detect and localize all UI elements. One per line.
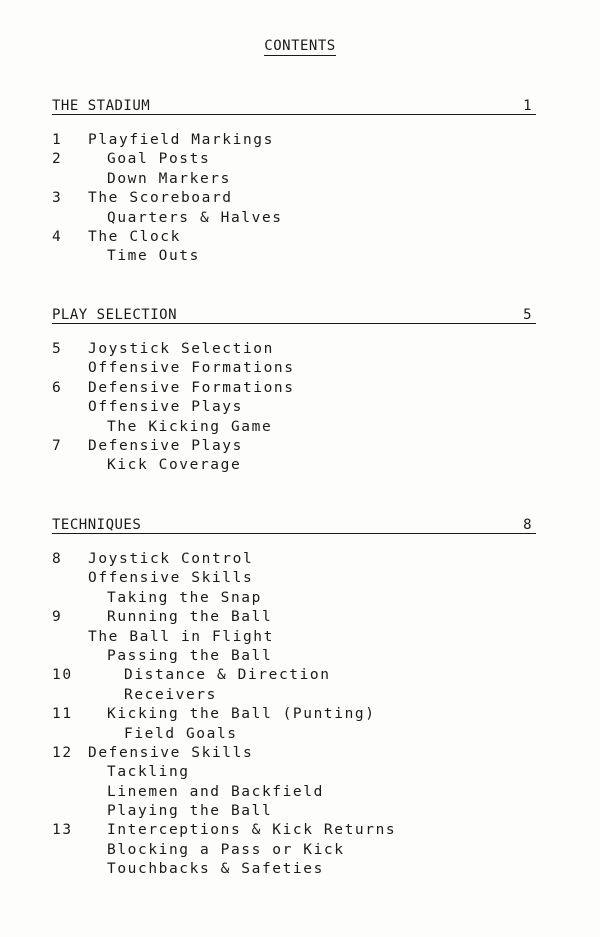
entry-page-number: 8	[52, 551, 63, 567]
section-heading-text: TECHNIQUES	[52, 517, 142, 533]
entry-title: Quarters & Halves	[107, 209, 283, 226]
entry-title: The Kicking Game	[107, 418, 273, 435]
entry-list	[52, 550, 536, 880]
entry-title: Offensive Skills	[88, 570, 254, 587]
entry-title: Blocking a Pass or Kick	[107, 841, 345, 858]
toc-entry	[52, 170, 536, 189]
entry-title: Playing the Ball	[107, 803, 273, 820]
toc-entry	[52, 763, 536, 782]
toc-entry	[52, 628, 536, 647]
toc-section	[52, 303, 536, 476]
toc-entry	[52, 418, 536, 437]
entry-title: The Scoreboard	[88, 190, 233, 207]
toc-section	[52, 513, 536, 880]
toc-entry	[52, 189, 536, 208]
entry-title: Joystick Control	[88, 551, 254, 567]
entry-page-number: 4	[52, 228, 63, 245]
entry-page-number: 13	[52, 822, 73, 839]
toc-entry	[52, 647, 536, 666]
entry-title: Joystick Selection	[88, 341, 274, 357]
toc-entry	[52, 802, 536, 821]
toc-entry	[52, 841, 536, 860]
entry-title: Distance & Direction	[124, 667, 331, 684]
page-title	[0, 38, 600, 54]
entry-title: Touchbacks & Safeties	[107, 861, 324, 878]
toc-entry	[52, 247, 536, 266]
toc-entry	[52, 589, 536, 608]
section-heading	[52, 303, 536, 324]
toc-entry	[52, 725, 536, 744]
toc-entry	[52, 744, 536, 763]
entry-list	[52, 131, 536, 267]
section-page-number: 8	[523, 517, 532, 533]
entry-title: Field Goals	[124, 725, 238, 742]
toc-entry	[52, 783, 536, 802]
section-heading-text: PLAY SELECTION	[52, 307, 178, 323]
page-title-text: CONTENTS	[264, 38, 336, 54]
entry-page-number: 5	[52, 341, 63, 357]
entry-page-number: 6	[52, 379, 63, 396]
entry-page-number: 1	[52, 132, 63, 148]
toc-entry	[52, 340, 536, 359]
entry-title: Time Outs	[107, 248, 200, 265]
entry-title: Offensive Plays	[88, 399, 243, 416]
toc-entry	[52, 359, 536, 378]
entry-title: Goal Posts	[107, 151, 211, 168]
entry-title: Defensive Skills	[88, 744, 254, 761]
toc-entry	[52, 550, 536, 569]
toc-entry	[52, 456, 536, 475]
entry-title: Down Markers	[107, 170, 231, 187]
entry-title: Running the Ball	[107, 609, 273, 626]
entry-title: Kick Coverage	[107, 457, 242, 474]
entry-title: Defensive Plays	[88, 437, 243, 454]
toc-entry	[52, 686, 536, 705]
section-heading-text: THE STADIUM	[52, 98, 151, 114]
entry-page-number: 2	[52, 151, 63, 168]
entry-title: Interceptions & Kick Returns	[107, 822, 397, 839]
entry-page-number: 10	[52, 667, 73, 684]
entry-page-number: 11	[52, 706, 73, 723]
section-page-number: 5	[523, 307, 532, 323]
toc-entry	[52, 569, 536, 588]
entry-title: Kicking the Ball (Punting)	[107, 706, 376, 723]
toc-entry	[52, 437, 536, 456]
entry-list	[52, 340, 536, 476]
toc-entry	[52, 398, 536, 417]
entry-title: Receivers	[124, 686, 217, 703]
toc-entry	[52, 209, 536, 228]
entry-title: The Clock	[88, 228, 181, 245]
toc-entry	[52, 666, 536, 685]
entry-page-number: 7	[52, 437, 63, 454]
toc-entry	[52, 228, 536, 247]
toc-entry	[52, 150, 536, 169]
toc-section	[52, 94, 536, 267]
entry-title: Passing the Ball	[107, 647, 273, 664]
toc-entry	[52, 821, 536, 840]
section-heading	[52, 513, 536, 534]
section-heading	[52, 94, 536, 115]
section-page-number: 1	[523, 98, 532, 114]
entry-title: Playfield Markings	[88, 132, 274, 148]
entry-title: Tackling	[107, 764, 190, 781]
toc-entry	[52, 860, 536, 879]
entry-title: The Ball in Flight	[88, 628, 274, 645]
toc-entry	[52, 705, 536, 724]
toc-entry	[52, 131, 536, 150]
entry-title: Offensive Formations	[88, 360, 295, 377]
entry-page-number: 9	[52, 609, 63, 626]
toc-entry	[52, 608, 536, 627]
entry-title: Linemen and Backfield	[107, 783, 324, 800]
entry-page-number: 3	[52, 190, 63, 207]
entry-title: Taking the Snap	[107, 589, 262, 606]
entry-page-number: 12	[52, 744, 73, 761]
toc-entry	[52, 379, 536, 398]
entry-title: Defensive Formations	[88, 379, 295, 396]
